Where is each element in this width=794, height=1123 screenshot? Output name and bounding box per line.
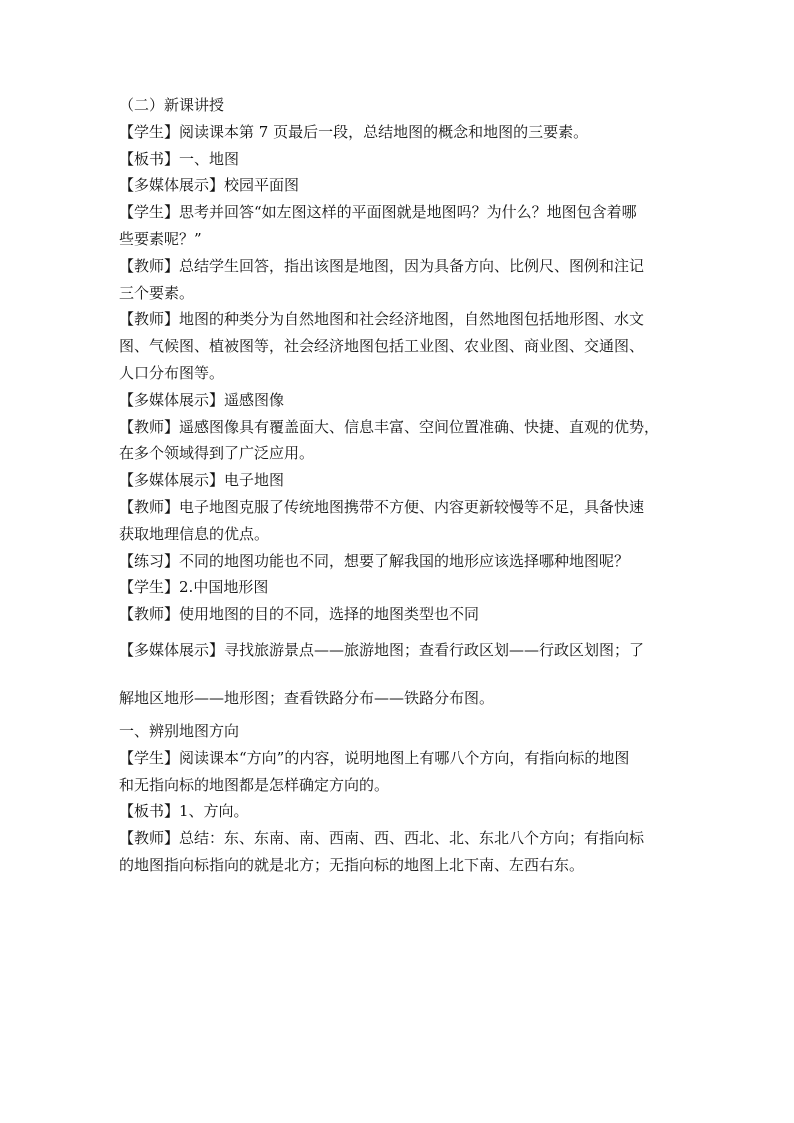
line-text: （二）新课讲授	[119, 96, 225, 114]
role-tag: 【多媒体展示】	[119, 176, 225, 195]
role-tag: 【教师】	[119, 605, 180, 624]
paragraph-line	[119, 574, 684, 601]
paragraph-continuation	[119, 852, 684, 879]
paragraph-line	[119, 494, 684, 521]
line-text: 校园平面图	[224, 176, 300, 195]
line-text: 一、辨别地图方向	[119, 721, 240, 740]
paragraph-line	[119, 745, 684, 772]
line-text: 思考并回答“如左图这样的平面图就是地图吗？为什么？地图包含着哪	[179, 203, 637, 222]
line-text: 图、气候图、植被图等，社会经济地图包括工业图、农业图、商业图、交通图、	[119, 337, 645, 356]
line-text: 和无指向标的地图都是怎样确定方向的。	[119, 775, 390, 794]
paragraph-line	[119, 825, 684, 852]
role-tag: 【学生】	[119, 578, 180, 597]
line-text: 阅读课本“方向”的内容，说明地图上有哪八个方向，有指向标的地图	[179, 748, 630, 767]
paragraph-continuation	[119, 360, 684, 387]
line-text: 总结学生回答，指出该图是地图，因为具备方向、比例尺、图例和注记	[179, 256, 645, 275]
paragraph-line	[119, 798, 684, 825]
paragraph-line	[119, 146, 684, 173]
line-text: 1、方向。	[179, 802, 249, 821]
line-text: 阅读课本第 7 页最后一段，总结地图的概念和地图的三要素。	[179, 122, 589, 141]
role-tag: 【板书】	[119, 149, 180, 168]
line-text: 一、地图	[179, 149, 240, 168]
line-text: 寻找旅游景点——旅游地图；查看行政区划——行政区划图；了	[224, 640, 645, 659]
paragraph-line	[119, 119, 684, 146]
paragraph-continuation	[119, 772, 684, 799]
paragraph-line	[119, 548, 684, 575]
role-tag: 【教师】	[119, 829, 180, 848]
role-tag: 【练习】	[119, 551, 180, 570]
line-text: 2.中国地形图	[179, 578, 269, 597]
role-tag: 【教师】	[119, 310, 180, 329]
role-tag: 【板书】	[119, 802, 180, 821]
line-text: 三个要素。	[119, 283, 195, 302]
paragraph-line	[119, 467, 684, 494]
line-text: 不同的地图功能也不同，想要了解我国的地形应该选择哪种地图呢？	[179, 551, 630, 570]
paragraph-line	[119, 199, 684, 226]
paragraph-continuation	[119, 684, 684, 712]
line-text: 些要素呢？”	[119, 229, 202, 248]
section-heading	[119, 92, 684, 119]
paragraph-line	[119, 172, 684, 199]
role-tag: 【多媒体展示】	[119, 471, 225, 490]
role-tag: 【多媒体展示】	[119, 640, 225, 659]
paragraph-continuation	[119, 226, 684, 253]
role-tag: 【教师】	[119, 497, 180, 516]
line-text: 遥感图像具有覆盖面大、信息丰富、空间位置准确、快捷、直观的优势，	[179, 417, 660, 436]
paragraph-continuation	[119, 280, 684, 307]
paragraph-line	[119, 636, 684, 664]
paragraph-continuation	[119, 333, 684, 360]
paragraph-line	[119, 253, 684, 280]
paragraph-line	[119, 414, 684, 441]
role-tag: 【教师】	[119, 417, 180, 436]
paragraph-line	[119, 601, 684, 628]
line-text: 电子地图	[224, 471, 285, 490]
line-text: 地图的种类分为自然地图和社会经济地图，自然地图包括地形图、水文	[179, 310, 645, 329]
line-text: 解地区地形——地形图；查看铁路分布——铁路分布图。	[119, 688, 495, 707]
line-text: 获取地理信息的优点。	[119, 524, 270, 543]
role-tag: 【多媒体展示】	[119, 390, 225, 409]
section-heading	[119, 718, 684, 745]
line-text: 遥感图像	[224, 390, 285, 409]
line-text: 的地图指向标指向的就是北方；无指向标的地图上北下南、左西右东。	[119, 855, 585, 874]
paragraph-continuation	[119, 521, 684, 548]
role-tag: 【学生】	[119, 203, 180, 222]
role-tag: 【学生】	[119, 748, 180, 767]
line-text: 总结：东、东南、南、西南、西、西北、北、东北八个方向；有指向标	[179, 829, 645, 848]
line-text: 人口分布图等。	[119, 363, 225, 382]
line-text: 电子地图克服了传统地图携带不方便、内容更新较慢等不足，具备快速	[179, 497, 645, 516]
paragraph-line	[119, 306, 684, 333]
line-text: 在多个领域得到了广泛应用。	[119, 444, 315, 463]
paragraph-continuation	[119, 440, 684, 467]
paragraph-line	[119, 387, 684, 414]
line-text: 使用地图的目的不同，选择的地图类型也不同	[179, 605, 480, 624]
role-tag: 【教师】	[119, 256, 180, 275]
lesson-body	[119, 92, 684, 879]
role-tag: 【学生】	[119, 122, 180, 141]
